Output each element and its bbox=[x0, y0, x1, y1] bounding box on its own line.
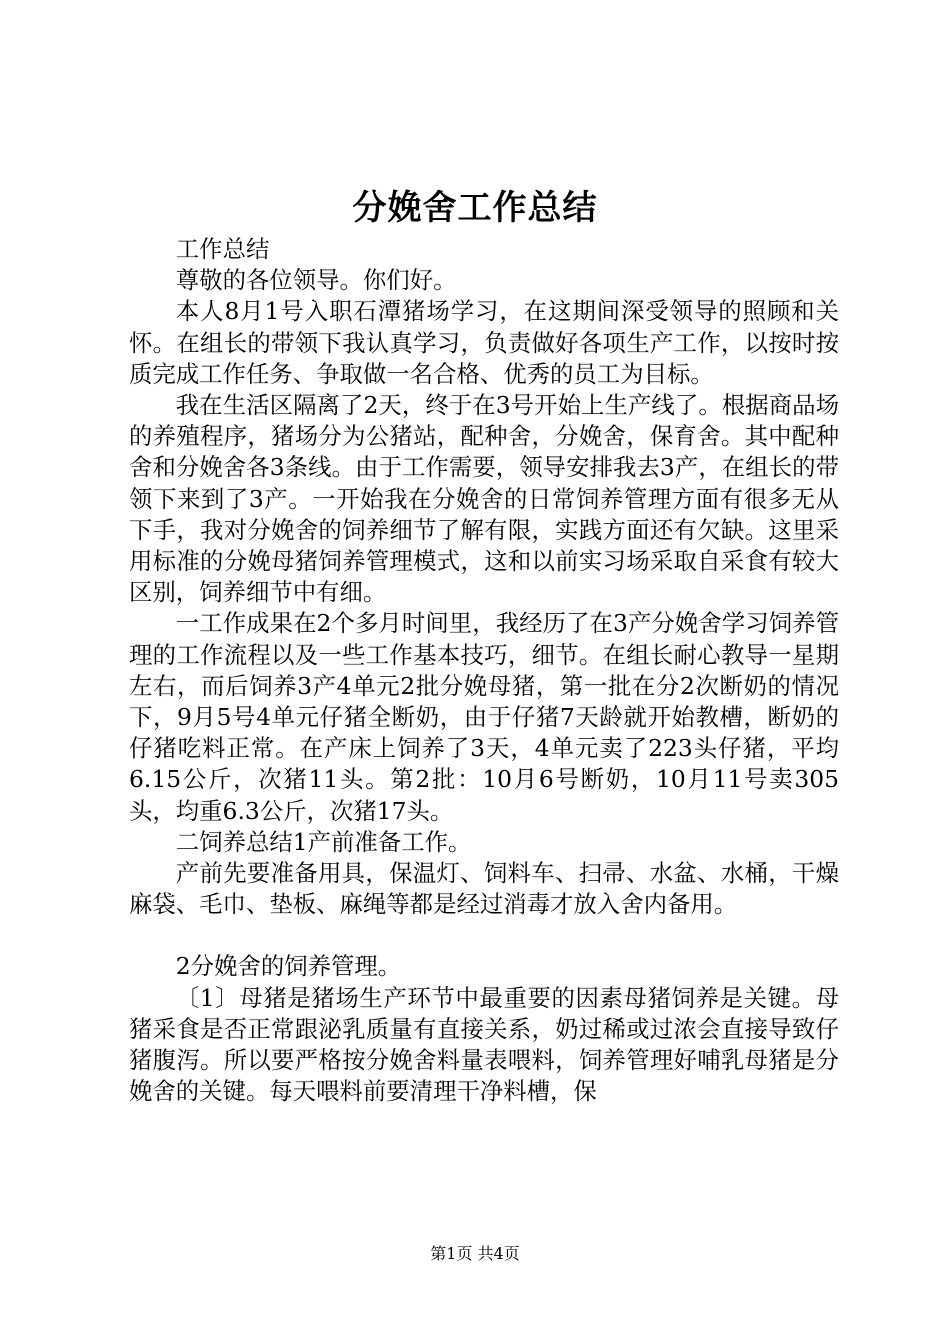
paragraph-intro: 本人8月1号入职石潭猪场学习，在这期间深受领导的照顾和关怀。在组长的带领下我认真学习，负责做好各项生产工作，以按时按质完成工作任务、争取做一名合格、优秀的员工为目标。 bbox=[129, 297, 839, 388]
document-title: 分娩舍工作总结 bbox=[352, 188, 598, 228]
paragraph-heading: 工作总结 bbox=[175, 235, 270, 263]
paragraph-section-two: 二饲养总结1产前准备工作。 bbox=[175, 827, 472, 856]
paragraph-subsection: 2分娩舍的饲养管理。 bbox=[175, 952, 402, 981]
page-footer: 第1页 共4页 bbox=[430, 1244, 520, 1263]
document-body bbox=[129, 234, 839, 1107]
paragraph-preparation: 产前先要准备用具，保温灯、饲料车、扫帚、水盆、水桶，干燥麻袋、毛巾、垫板、麻绳等都是经过消毒才放入舍内备用。 bbox=[129, 859, 839, 919]
paragraph-results: 一工作成果在2个多月时间里，我经历了在3产分娩舍学习饲养管理的工作流程以及一些工作基本技巧，细节。在组长耐心教导一星期左右，而后饲养3产4单元2批分娩母猪，第一批在分2次断奶的情况下，9月5号4单元仔猪全断奶，由于仔猪7天龄就开始教槽，断奶的仔猪吃料正常。在产床上饲养了3天，4单元卖了223头仔猪，平均6.15公斤，次猪11头。第2批：10月6号断奶，10月11号卖305头，均重6.3公斤，次猪17头。 bbox=[129, 609, 839, 825]
paragraph-greeting: 尊敬的各位领导。你们好。 bbox=[175, 266, 457, 295]
paragraph-sow-feeding: 〔1〕母猪是猪场生产环节中最重要的因素母猪饲养是关键。母猪采食是否正常跟泌乳质量有直接关系，奶过稀或过浓会直接导致仔猪腹泻。所以要严格按分娩舍料量表喂料，饲养管理好哺乳母猪是分娩舍的关键。每天喂料前要清理干净料槽，保 bbox=[129, 983, 839, 1106]
paragraph-background: 我在生活区隔离了2天，终于在3号开始上生产线了。根据商品场的养殖程序，猪场分为公猪站，配种舍，分娩舍，保育舍。其中配种舍和分娩舍各3条线。由于工作需要，领导安排我去3产，在组长的带领下来到了3产。一开始我在分娩舍的日常饲养管理方面有很多无从下手，我对分娩舍的饲养细节了解有限，实践方面还有欠缺。这里采用标准的分娩母猪饲养管理模式，这和以前实习场采取自采食有较大区别，饲养细节中有细。 bbox=[129, 391, 839, 607]
